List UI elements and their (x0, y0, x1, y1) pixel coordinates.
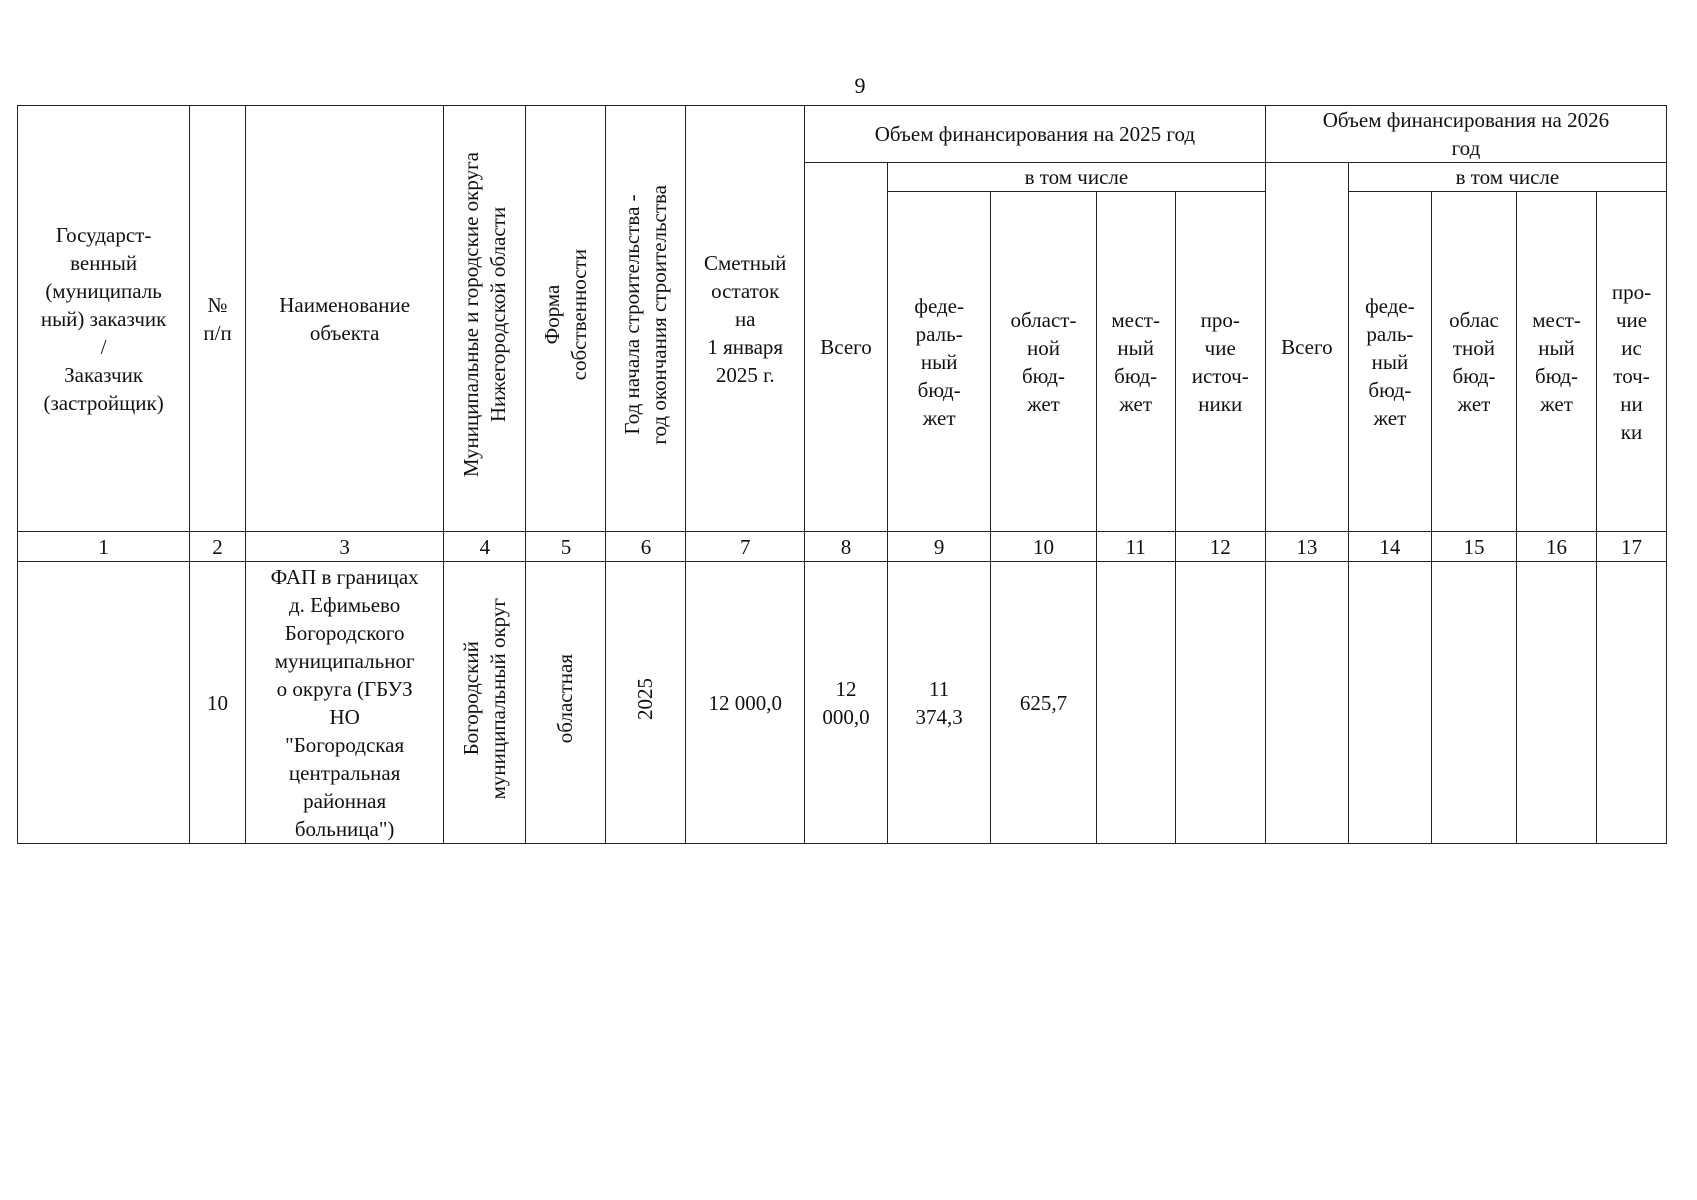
header-federal-2025-label: феде- раль- ный бюд- жет (914, 293, 964, 430)
header-regional-2026-label: облас тной бюд- жет (1449, 307, 1499, 416)
header-funding-2025-label: Объем финансирования на 2025 год (874, 122, 1196, 146)
cell-federal-2026 (1348, 562, 1431, 844)
column-number: 1 (18, 532, 190, 562)
header-years (606, 106, 686, 532)
cell-number: 10 (190, 562, 246, 844)
column-number: 9 (888, 532, 991, 562)
header-local-2025 (1096, 192, 1175, 532)
header-other-2025 (1175, 192, 1265, 532)
header-ownership (526, 106, 606, 532)
cell-municipality (444, 562, 526, 844)
header-customer-label: Государст- венный (муниципаль ный) заказчик / Заказчик (застройщик) (40, 222, 167, 415)
header-ownership-label: Форма собственности (539, 249, 591, 381)
header-total-2026-label: Всего (1281, 335, 1333, 359)
header-local-2026 (1517, 192, 1597, 532)
header-other-2026 (1597, 192, 1667, 532)
header-funding-2026-label: Объем финансирования на 2026 год (1322, 108, 1610, 160)
header-customer (18, 106, 190, 532)
cell-object-name (245, 562, 444, 844)
column-number: 14 (1348, 532, 1431, 562)
header-funding-2026 (1265, 106, 1666, 163)
header-funding-2025 (804, 106, 1265, 163)
cell-other-2025 (1175, 562, 1265, 844)
header-total-2025 (804, 163, 887, 532)
cell-other-2026 (1597, 562, 1667, 844)
column-number: 12 (1175, 532, 1265, 562)
cell-estimate: 12 000,0 (686, 562, 805, 844)
header-total-2025-label: Всего (820, 335, 872, 359)
cell-years (606, 562, 686, 844)
column-number: 11 (1096, 532, 1175, 562)
cell-federal-2025-text: 11 374,3 (915, 676, 963, 729)
column-number: 13 (1265, 532, 1348, 562)
header-object-name-label: Наименование объекта (279, 292, 411, 345)
cell-ownership (526, 562, 606, 844)
header-number-label: № п/п (203, 292, 232, 345)
column-number-row (18, 532, 1667, 562)
cell-federal-2025 (888, 562, 991, 844)
cell-total-2025 (804, 562, 887, 844)
cell-regional-2025: 625,7 (991, 562, 1096, 844)
header-regional-2025-label: област- ной бюд- жет (1010, 307, 1077, 416)
cell-object-name-text: ФАП в границах д. Ефимьево Богородского муниципальног о округа (ГБУЗ НО "Богородская центральная районная больница") (270, 564, 419, 841)
header-federal-2025 (888, 192, 991, 532)
header-other-2025-label: про- чие источ- ники (1191, 307, 1249, 416)
header-including-2025 (888, 163, 1266, 192)
column-number: 10 (991, 532, 1096, 562)
header-local-2026-label: мест- ный бюд- жет (1532, 307, 1581, 416)
page-number: 9 (854, 73, 866, 98)
cell-ownership-text: областная (553, 654, 578, 744)
cell-customer (18, 562, 190, 844)
funding-table (17, 105, 1667, 844)
table-row (18, 562, 1667, 844)
header-object-name (245, 106, 444, 532)
column-number: 8 (804, 532, 887, 562)
header-regional-2026 (1431, 192, 1516, 532)
header-including-2025-label: в том числе (1024, 165, 1129, 189)
header-other-2026-label: про- чие ис точ- ни ки (1611, 279, 1652, 444)
cell-years-text: 2025 (633, 678, 658, 720)
header-row-top (18, 106, 1667, 163)
cell-total-2026 (1265, 562, 1348, 844)
header-number (190, 106, 246, 532)
cell-total-2025-text: 12 000,0 (822, 676, 870, 729)
cell-municipality-text: Богородский муниципальный округ (458, 598, 510, 800)
header-federal-2026-label: феде- раль- ный бюд- жет (1365, 293, 1415, 430)
column-number: 3 (245, 532, 444, 562)
column-number: 2 (190, 532, 246, 562)
cell-local-2025 (1096, 562, 1175, 844)
column-number: 6 (606, 532, 686, 562)
header-estimate-label: Сметный остаток на 1 января 2025 г. (704, 250, 787, 387)
column-number: 16 (1517, 532, 1597, 562)
header-including-2026-label: в том числе (1455, 165, 1560, 189)
column-number: 5 (526, 532, 606, 562)
header-municipality (444, 106, 526, 532)
header-local-2025-label: мест- ный бюд- жет (1111, 307, 1160, 416)
cell-local-2026 (1517, 562, 1597, 844)
column-number: 15 (1431, 532, 1516, 562)
header-regional-2025 (991, 192, 1096, 532)
header-municipality-label: Муниципальные и городские округа Нижегородской области (458, 152, 510, 478)
header-years-label: Год начала строительства - год окончания строительства (619, 185, 671, 445)
cell-regional-2026 (1431, 562, 1516, 844)
header-including-2026 (1348, 163, 1666, 192)
column-number: 7 (686, 532, 805, 562)
header-estimate (686, 106, 805, 532)
column-number: 4 (444, 532, 526, 562)
header-total-2026 (1265, 163, 1348, 532)
column-number: 17 (1597, 532, 1667, 562)
header-federal-2026 (1348, 192, 1431, 532)
